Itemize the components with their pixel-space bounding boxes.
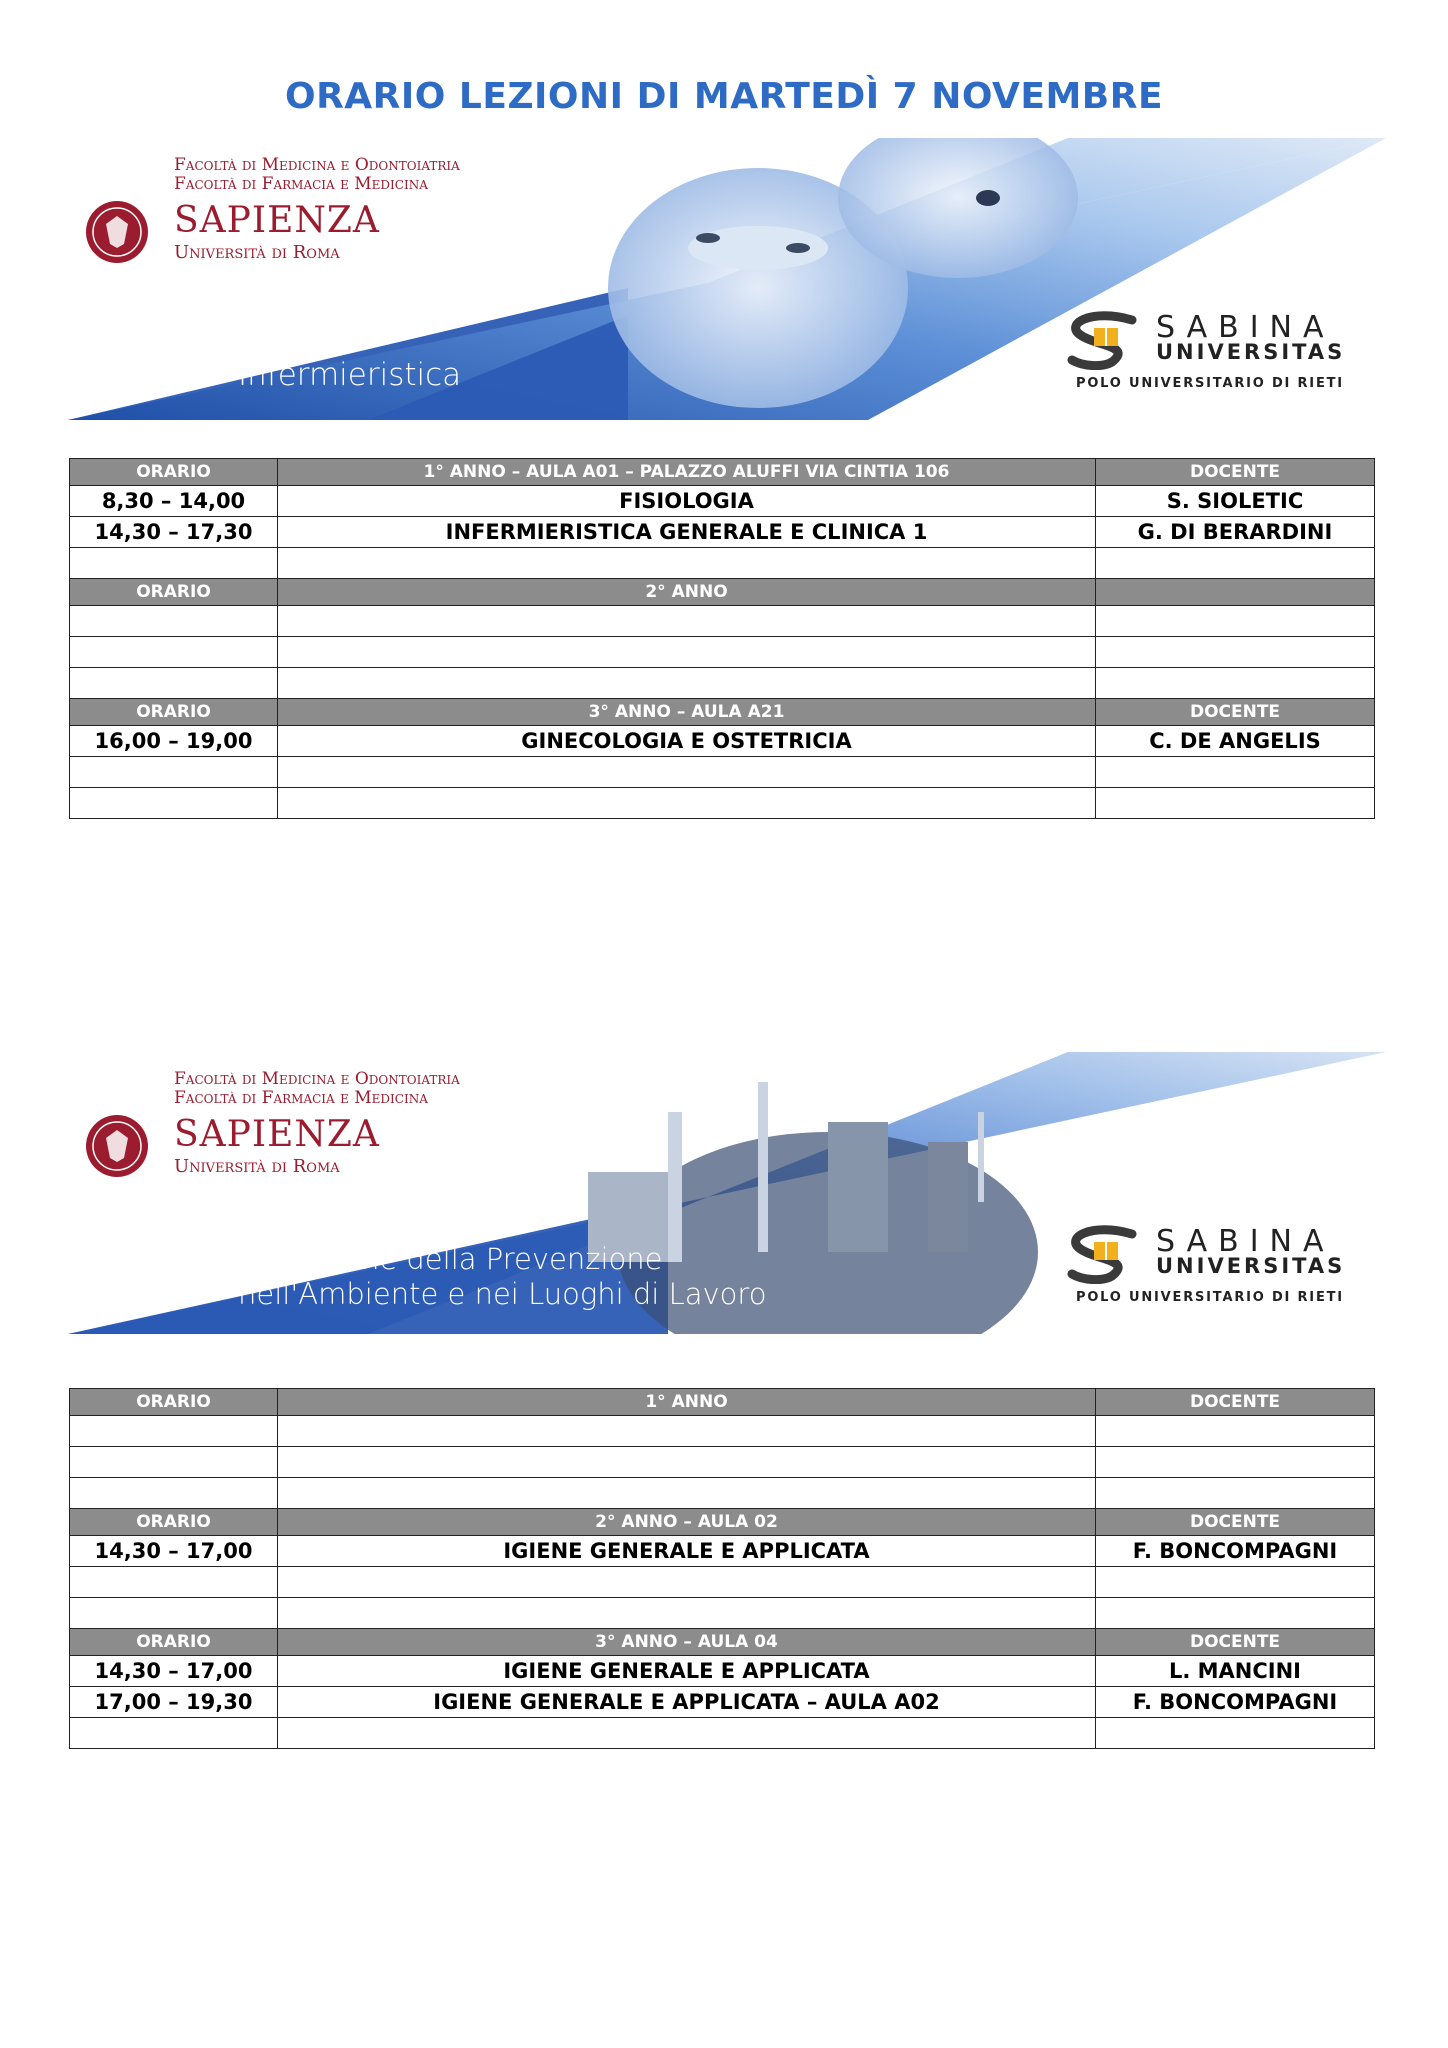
header-year: 2° ANNO – AULA 02 — [278, 1509, 1096, 1536]
header-orario: ORARIO — [70, 579, 278, 606]
subject-cell — [278, 1447, 1096, 1478]
course-name: Infermieristica — [238, 357, 462, 393]
teacher-cell: F. BONCOMPAGNI — [1096, 1536, 1375, 1567]
faculty-line-1: Facoltà di Medicina e Odontoiatria — [174, 1069, 460, 1089]
subject-cell — [278, 1718, 1096, 1749]
teacher-cell — [1096, 1718, 1375, 1749]
time-cell — [70, 606, 278, 637]
header-docente: DOCENTE — [1096, 1509, 1375, 1536]
banner-tecniche-prevenzione — [68, 1052, 1386, 1334]
time-cell: 8,30 – 14,00 — [70, 486, 278, 517]
partner-title: SABINA — [1156, 1224, 1335, 1259]
time-cell: 14,30 – 17,30 — [70, 517, 278, 548]
time-cell — [70, 668, 278, 699]
teacher-cell — [1096, 606, 1375, 637]
table-row — [70, 788, 1375, 819]
subject-cell: IGIENE GENERALE E APPLICATA – AULA A02 — [278, 1687, 1096, 1718]
time-cell — [70, 1478, 278, 1509]
time-cell: 17,00 – 19,30 — [70, 1687, 278, 1718]
sapienza-seal-icon — [84, 194, 150, 270]
subject-cell: IGIENE GENERALE E APPLICATA — [278, 1656, 1096, 1687]
sabina-book-icon — [1062, 310, 1148, 370]
header-year: 2° ANNO — [278, 579, 1096, 606]
subject-cell: IGIENE GENERALE E APPLICATA — [278, 1536, 1096, 1567]
partner-subtitle: UNIVERSITAS — [1156, 340, 1346, 364]
teacher-cell: L. MANCINI — [1096, 1656, 1375, 1687]
sabina-logo — [1062, 1224, 1362, 1314]
teacher-cell: C. DE ANGELIS — [1096, 726, 1375, 757]
subject-cell — [278, 757, 1096, 788]
faculty-line-1: Facoltà di Medicina e Odontoiatria — [174, 155, 460, 175]
teacher-cell: G. DI BERARDINI — [1096, 517, 1375, 548]
teacher-cell — [1096, 668, 1375, 699]
table-row — [70, 517, 1375, 548]
sapienza-seal-icon — [84, 1108, 150, 1184]
header-docente: DOCENTE — [1096, 699, 1375, 726]
subject-cell — [278, 788, 1096, 819]
teacher-cell — [1096, 788, 1375, 819]
time-cell — [70, 548, 278, 579]
table-row — [70, 668, 1375, 699]
time-cell — [70, 1567, 278, 1598]
table-row — [70, 1536, 1375, 1567]
header-docente: DOCENTE — [1096, 1629, 1375, 1656]
header-year: 1° ANNO — [278, 1389, 1096, 1416]
subject-cell — [278, 548, 1096, 579]
header-year: 3° ANNO – AULA 04 — [278, 1629, 1096, 1656]
time-cell — [70, 1416, 278, 1447]
table-row — [70, 1718, 1375, 1749]
subject-cell — [278, 1416, 1096, 1447]
sabina-book-icon — [1062, 1224, 1148, 1284]
faculty-line-2: Facoltà di Farmacia e Medicina — [174, 174, 428, 194]
teacher-cell: S. SIOLETIC — [1096, 486, 1375, 517]
table-row — [70, 1478, 1375, 1509]
header-orario: ORARIO — [70, 1629, 278, 1656]
teacher-cell — [1096, 757, 1375, 788]
teacher-cell — [1096, 637, 1375, 668]
subject-cell: FISIOLOGIA — [278, 486, 1096, 517]
header-year: 1° ANNO – AULA A01 – PALAZZO ALUFFI VIA CINTIA 106 — [278, 459, 1096, 486]
table-row — [70, 1567, 1375, 1598]
time-cell — [70, 1718, 278, 1749]
section-header-row — [70, 699, 1375, 726]
subject-cell — [278, 1478, 1096, 1509]
schedule-table-infermieristica — [69, 458, 1375, 819]
table-row — [70, 757, 1375, 788]
time-cell: 14,30 – 17,00 — [70, 1656, 278, 1687]
table-row — [70, 726, 1375, 757]
header-orario: ORARIO — [70, 459, 278, 486]
sabina-logo — [1062, 310, 1362, 400]
university-name: SAPIENZA — [174, 200, 380, 241]
teacher-cell — [1096, 548, 1375, 579]
table-row — [70, 1416, 1375, 1447]
subject-cell — [278, 1598, 1096, 1629]
time-cell — [70, 1447, 278, 1478]
university-subtitle: Università di Roma — [174, 1156, 340, 1177]
header-docente: DOCENTE — [1096, 1389, 1375, 1416]
teacher-cell: F. BONCOMPAGNI — [1096, 1687, 1375, 1718]
teacher-cell — [1096, 1567, 1375, 1598]
time-cell — [70, 788, 278, 819]
partner-subtitle: UNIVERSITAS — [1156, 1254, 1346, 1278]
banner-infermieristica — [68, 138, 1386, 420]
partner-polo: POLO UNIVERSITARIO DI RIETI — [1076, 1290, 1344, 1305]
table-row — [70, 548, 1375, 579]
schedule-table-tecniche-prevenzione — [69, 1388, 1375, 1749]
section-header-row — [70, 1509, 1375, 1536]
subject-cell — [278, 637, 1096, 668]
time-cell — [70, 1598, 278, 1629]
table-row — [70, 1447, 1375, 1478]
header-docente — [1096, 579, 1375, 606]
subject-cell — [278, 606, 1096, 637]
table-row — [70, 606, 1375, 637]
time-cell: 16,00 – 19,00 — [70, 726, 278, 757]
teacher-cell — [1096, 1416, 1375, 1447]
subject-cell — [278, 1567, 1096, 1598]
time-cell: 14,30 – 17,00 — [70, 1536, 278, 1567]
faculty-line-2: Facoltà di Farmacia e Medicina — [174, 1088, 428, 1108]
time-cell — [70, 757, 278, 788]
table-row — [70, 486, 1375, 517]
partner-title: SABINA — [1156, 310, 1335, 345]
header-orario: ORARIO — [70, 699, 278, 726]
subject-cell: GINECOLOGIA E OSTETRICIA — [278, 726, 1096, 757]
header-orario: ORARIO — [70, 1509, 278, 1536]
subject-cell — [278, 668, 1096, 699]
university-subtitle: Università di Roma — [174, 242, 340, 263]
section-header-row — [70, 1629, 1375, 1656]
table-row — [70, 1687, 1375, 1718]
table-row — [70, 1598, 1375, 1629]
table-row — [70, 637, 1375, 668]
partner-polo: POLO UNIVERSITARIO DI RIETI — [1076, 376, 1344, 391]
time-cell — [70, 637, 278, 668]
header-year: 3° ANNO – AULA A21 — [278, 699, 1096, 726]
section-header-row — [70, 579, 1375, 606]
teacher-cell — [1096, 1447, 1375, 1478]
section-header-row — [70, 1389, 1375, 1416]
course-name-line-1: Tecniche della Prevenzione — [272, 1242, 663, 1276]
teacher-cell — [1096, 1478, 1375, 1509]
header-docente: DOCENTE — [1096, 459, 1375, 486]
subject-cell: INFERMIERISTICA GENERALE E CLINICA 1 — [278, 517, 1096, 548]
course-name-line-2: nell'Ambiente e nei Luoghi di Lavoro — [238, 1277, 767, 1311]
header-orario: ORARIO — [70, 1389, 278, 1416]
section-header-row — [70, 459, 1375, 486]
table-row — [70, 1656, 1375, 1687]
teacher-cell — [1096, 1598, 1375, 1629]
page-title: ORARIO LEZIONI DI MARTEDÌ 7 NOVEMBRE — [284, 76, 1164, 117]
university-name: SAPIENZA — [174, 1114, 380, 1155]
